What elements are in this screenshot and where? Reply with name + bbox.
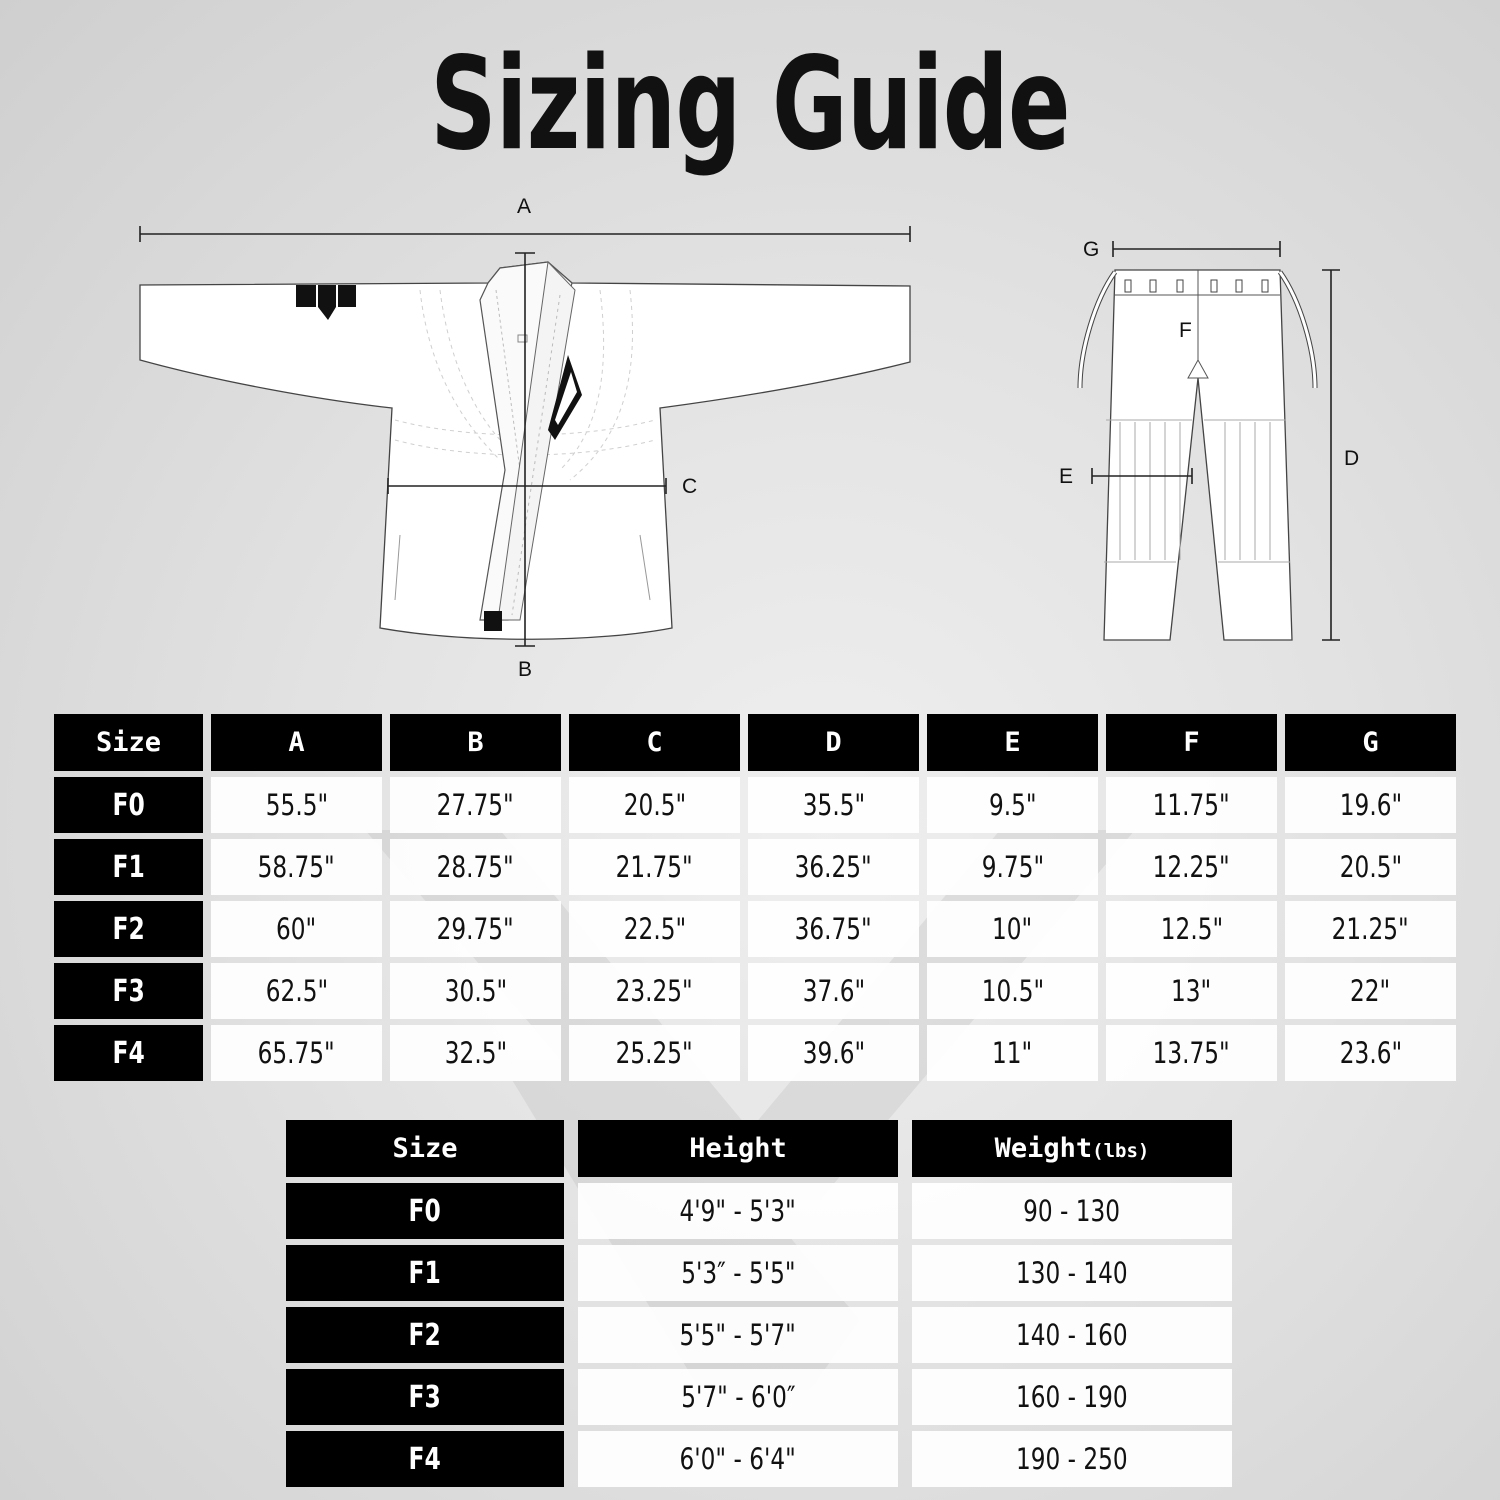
value-cell: 23.6" (1339, 1036, 1402, 1070)
dimension-label-b: B (518, 658, 533, 681)
table-row (286, 1431, 1232, 1487)
table-row (54, 1025, 1456, 1081)
value-cell: 11.75" (1152, 788, 1231, 822)
header-e: E (927, 714, 1098, 771)
header-size: Size (54, 714, 203, 771)
value-cell: 55.5" (265, 788, 328, 822)
value-cell: 28.75" (436, 850, 515, 884)
weight-cell: 140 - 160 (1016, 1318, 1128, 1352)
garment-diagram (0, 0, 1500, 700)
value-cell: 36.25" (794, 850, 873, 884)
value-cell: 9.75" (981, 850, 1044, 884)
value-cell: 12.25" (1152, 850, 1231, 884)
measurements-header-row (54, 714, 1456, 771)
value-cell: 20.5" (1339, 850, 1402, 884)
value-cell: 22" (1350, 974, 1391, 1008)
size-label: F4 (408, 1441, 442, 1477)
value-cell: 19.6" (1339, 788, 1402, 822)
header-b: B (390, 714, 561, 771)
height-cell: 5'3″ - 5'5" (680, 1256, 796, 1290)
value-cell: 35.5" (802, 788, 865, 822)
weight-cell: 130 - 140 (1016, 1256, 1128, 1290)
value-cell: 10.5" (981, 974, 1044, 1008)
value-cell: 21.25" (1331, 912, 1410, 946)
value-cell: 29.75" (436, 912, 515, 946)
dimension-label-a: A (517, 195, 532, 218)
size-label: F3 (408, 1379, 442, 1415)
value-cell: 10" (992, 912, 1033, 946)
weight-cell: 90 - 130 (1023, 1194, 1121, 1228)
jacket-illustration (140, 195, 910, 681)
value-cell: 32.5" (444, 1036, 507, 1070)
value-cell: 25.25" (615, 1036, 694, 1070)
size-label: F4 (112, 1035, 145, 1071)
height-weight-table (272, 1114, 1246, 1493)
header-d: D (748, 714, 919, 771)
header-weight-label: Weight (994, 1133, 1093, 1164)
header-a: A (211, 714, 382, 771)
jacket-tag (484, 611, 502, 631)
value-cell: 65.75" (257, 1036, 336, 1070)
table-row (286, 1369, 1232, 1425)
value-cell: 30.5" (444, 974, 507, 1008)
size-label: F0 (112, 787, 145, 823)
header-weight-unit: (lbs) (1092, 1140, 1150, 1162)
size-label: F1 (408, 1255, 442, 1291)
pants-illustration (1059, 238, 1359, 640)
table-row (54, 839, 1456, 895)
dimension-label-d: D (1344, 447, 1360, 470)
dimension-label-c: C (682, 475, 698, 498)
page-title: Sizing Guide (430, 30, 1070, 179)
size-label: F0 (408, 1193, 442, 1229)
weight-cell: 160 - 190 (1016, 1380, 1128, 1414)
value-cell: 62.5" (265, 974, 328, 1008)
value-cell: 23.25" (615, 974, 694, 1008)
table-row (286, 1245, 1232, 1301)
height-weight-header-row (286, 1120, 1232, 1177)
value-cell: 37.6" (802, 974, 865, 1008)
header-height: Height (578, 1120, 898, 1177)
table-row (286, 1183, 1232, 1239)
table-row (286, 1307, 1232, 1363)
value-cell: 27.75" (436, 788, 515, 822)
size-label: F2 (112, 911, 145, 947)
dimension-label-f: F (1179, 319, 1192, 342)
height-cell: 5'5" - 5'7" (679, 1318, 797, 1352)
measurements-table (46, 708, 1464, 1087)
height-cell: 5'7" - 6'0″ (680, 1380, 796, 1414)
size-label: F3 (112, 973, 145, 1009)
value-cell: 13.75" (1152, 1036, 1231, 1070)
height-cell: 4'9" - 5'3" (679, 1194, 797, 1228)
value-cell: 9.5" (988, 788, 1037, 822)
value-cell: 13" (1171, 974, 1212, 1008)
header-size: Size (286, 1120, 564, 1177)
value-cell: 36.75" (794, 912, 873, 946)
table-row (54, 963, 1456, 1019)
header-f: F (1106, 714, 1277, 771)
value-cell: 39.6" (802, 1036, 865, 1070)
header-g: G (1285, 714, 1456, 771)
table-row (54, 777, 1456, 833)
size-label: F1 (112, 849, 145, 885)
value-cell: 60" (276, 912, 317, 946)
dimension-label-g: G (1083, 238, 1100, 261)
weight-cell: 190 - 250 (1016, 1442, 1128, 1476)
size-label: F2 (408, 1317, 442, 1353)
value-cell: 22.5" (623, 912, 686, 946)
value-cell: 11" (992, 1036, 1033, 1070)
value-cell: 21.75" (615, 850, 694, 884)
table-row (54, 901, 1456, 957)
value-cell: 58.75" (257, 850, 336, 884)
value-cell: 12.5" (1160, 912, 1223, 946)
header-weight (912, 1120, 1232, 1177)
dimension-label-e: E (1059, 465, 1074, 488)
header-c: C (569, 714, 740, 771)
height-cell: 6'0" - 6'4" (679, 1442, 797, 1476)
value-cell: 20.5" (623, 788, 686, 822)
